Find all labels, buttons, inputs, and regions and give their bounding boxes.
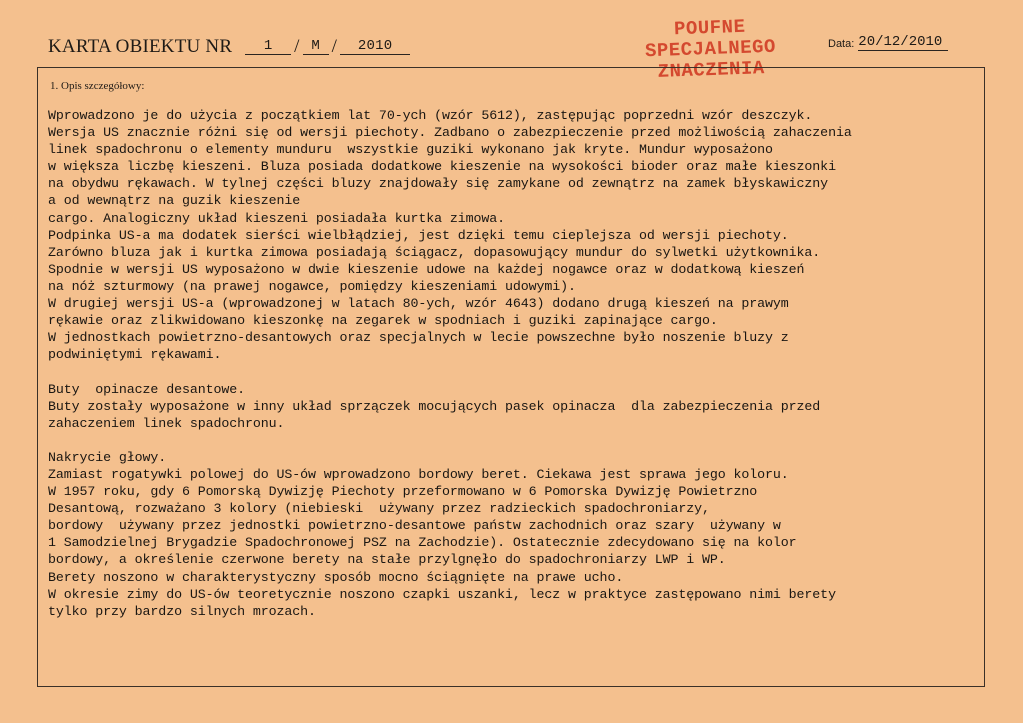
description-line: 1 Samodzielnej Brygadzie Spadochronowej PSZ na Zachodzie). Ostatecznie zdecydowano się na kolor bbox=[48, 535, 797, 551]
description-line: Berety noszono w charakterystyczny sposób mocno ściągnięte na prawe ucho. bbox=[48, 569, 624, 585]
stamp-line-1: POUFNE bbox=[673, 15, 746, 41]
stamp-line-3: ZNACZENIA bbox=[657, 57, 766, 83]
object-number-part3: 2010 bbox=[340, 38, 410, 55]
description-box bbox=[37, 67, 985, 687]
description-line: Podpinka US-a ma dodatek sierści wielbłądziej, jest dzięki temu cieplejsza od wersji piechoty. bbox=[48, 227, 789, 243]
description-line: Spodnie w wersji US wyposażono w dwie kieszenie udowe na każdej nogawce oraz w dodatkową kieszeń bbox=[48, 261, 805, 277]
description-line: bordowy, a określenie czerwone berety na stałe przylgnęło do spadochroniarzy LWP i WP. bbox=[48, 552, 726, 568]
description-line: na nóż szturmowy (na prawej nogawce, pomiędzy kieszeniami udowymi). bbox=[48, 278, 576, 294]
description-line bbox=[48, 432, 978, 449]
description-line: a od wewnątrz na guzik kieszenie bbox=[48, 193, 301, 209]
description-line: Desantową, rozważano 3 kolory (niebieski używany przez radzieckich spadochroniarzy, bbox=[48, 501, 710, 517]
stamp-line-2: SPECJALNEGO bbox=[644, 35, 777, 63]
card-title: KARTA OBIEKTU NR bbox=[48, 36, 233, 57]
description-line: W drugiej wersji US-a (wprowadzonej w latach 80-ych, wzór 4643) dodano drugą kieszeń na prawym bbox=[48, 296, 789, 312]
description-line: Wersja US znacznie różni się od wersji piechoty. Zadbano o zabezpieczenie przed możliwością zahaczenia bbox=[48, 125, 852, 141]
card-title-row bbox=[48, 36, 410, 58]
date-label: Data: bbox=[828, 38, 855, 50]
description-line: na obydwu rękawach. W tylnej części bluzy znajdowały się zamykane od zewnątrz na zamek błyskawiczny bbox=[48, 176, 829, 192]
description-line: Zarówno bluza jak i kurtka zimowa posiadają ściągacz, dopasowujący mundur do sylwetki użytkownika. bbox=[48, 244, 821, 260]
description-line: bordowy używany przez jednostki powietrzno-desantowe państw zachodnich oraz szary używany w bbox=[48, 518, 781, 534]
description-line: Buty zostały wyposażone w inny układ sprzączek mocujących pasek opinacza dla zabezpieczenia przed bbox=[48, 398, 821, 414]
section-label: 1. Opis szczegółowy: bbox=[50, 80, 145, 92]
date-value: 20/12/2010 bbox=[858, 34, 948, 51]
description-line bbox=[48, 363, 978, 380]
description-line: podwiniętymi rękawami. bbox=[48, 347, 222, 363]
description-line: linek spadochronu o elementy munduru wszystkie guziki wykonano jak kryte. Mundur wyposażono bbox=[48, 142, 773, 158]
description-line: tylko przy bardzo silnych mrozach. bbox=[48, 603, 316, 619]
description-line: W 1957 roku, gdy 6 Pomorską Dywizję Piechoty przeformowano w 6 Pomorska Dywizję Powietrzno bbox=[48, 484, 758, 500]
description-line: Zamiast rogatywki polowej do US-ów wprowadzono bordowy beret. Ciekawa jest sprawa jego koloru. bbox=[48, 466, 789, 482]
object-number-part2: M bbox=[303, 38, 329, 55]
description-line: Nakrycie głowy. bbox=[48, 449, 167, 465]
date-row bbox=[828, 34, 948, 52]
description-line: W jednostkach powietrzno-desantowych oraz specjalnych w lecie powszechne było noszenie bluzy z bbox=[48, 330, 789, 346]
description-line: Wprowadzono je do użycia z początkiem lat 70-ych (wzór 5612), zastępując poprzedni wzór deszczyk. bbox=[48, 108, 813, 123]
slash-separator: / bbox=[331, 36, 338, 57]
description-line: W okresie zimy do US-ów teoretycznie noszono czapki uszanki, lecz w praktyce zastępowano nimi berety bbox=[48, 586, 836, 602]
description-line: cargo. Analogiczny układ kieszeni posiadała kurtka zimowa. bbox=[48, 210, 506, 226]
object-number-part1: 1 bbox=[245, 38, 291, 55]
description-line: rękawie oraz zlikwidowano kieszonkę na zegarek w spodniach i guziki zapinające cargo. bbox=[48, 313, 718, 329]
description-line: Buty opinacze desantowe. bbox=[48, 381, 245, 397]
slash-separator: / bbox=[294, 36, 300, 57]
description-text bbox=[48, 107, 978, 620]
description-line: zahaczeniem linek spadochronu. bbox=[48, 415, 285, 431]
description-line: w większa liczbę kieszeni. Bluza posiada dodatkowe kieszenie na wysokości bioder oraz małe kieszonki bbox=[48, 159, 836, 175]
